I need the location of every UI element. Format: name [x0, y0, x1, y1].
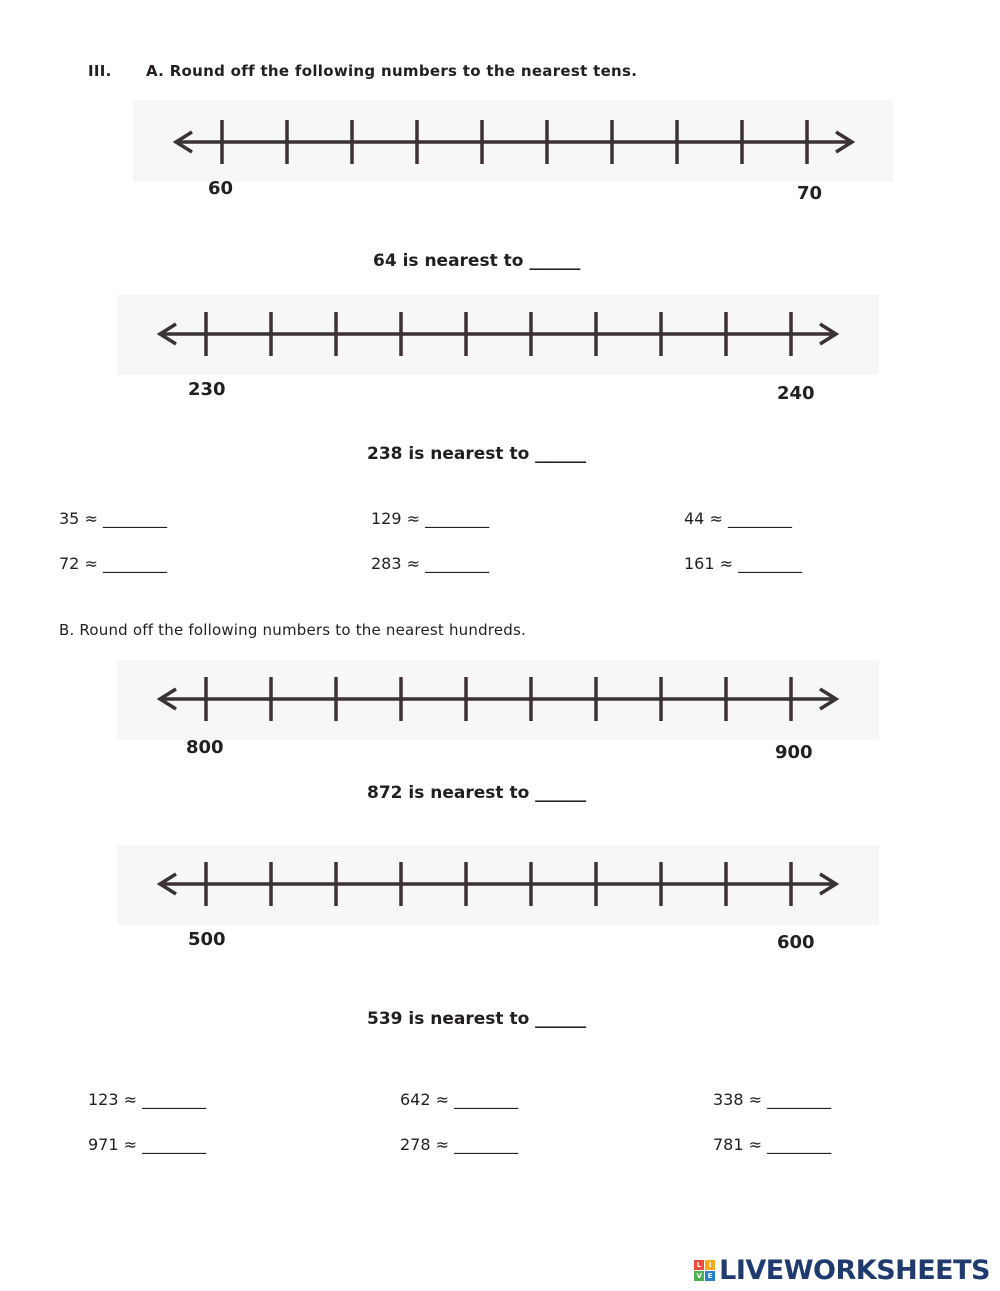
number-line-end-label: 240: [777, 383, 815, 404]
liveworksheets-brand[interactable]: [694, 1253, 990, 1287]
number-line-end-label: 900: [775, 742, 813, 763]
exercise-item: 278 ≈ ________: [400, 1135, 519, 1154]
number-line-start-label: 230: [188, 379, 226, 400]
exercise-item: 161 ≈ ________: [684, 554, 803, 573]
brand-name: LIVEWORKSHEETS: [719, 1254, 990, 1286]
number-line-start-label: 800: [186, 737, 224, 758]
exercise-item: 781 ≈ ________: [713, 1135, 832, 1154]
logo-letter: E: [705, 1271, 715, 1281]
logo-letter: V: [694, 1271, 704, 1281]
liveworksheets-logo-icon: [694, 1260, 715, 1281]
exercise-item: 123 ≈ ________: [88, 1090, 207, 1109]
number-line-start-label: 60: [208, 178, 234, 199]
exercise-item: 338 ≈ ________: [713, 1090, 832, 1109]
number-line-end-label: 600: [777, 932, 815, 953]
exercise-item: 72 ≈ ________: [59, 554, 167, 573]
exercise-item: 971 ≈ ________: [88, 1135, 207, 1154]
question-text: 539 is nearest to ______: [367, 1009, 587, 1029]
number-line-1: [176, 120, 852, 164]
question-text: 872 is nearest to ______: [367, 783, 587, 803]
exercise-item: 642 ≈ ________: [400, 1090, 519, 1109]
number-line-4: [160, 862, 836, 906]
section-a-number: III.: [88, 62, 112, 80]
logo-letter: I: [705, 1260, 715, 1270]
question-text: 238 is nearest to ______: [367, 444, 587, 464]
exercise-item: 44 ≈ ________: [684, 509, 792, 528]
exercise-item: 35 ≈ ________: [59, 509, 167, 528]
number-line-start-label: 500: [188, 929, 226, 950]
exercise-item: 283 ≈ ________: [371, 554, 490, 573]
number-line-end-label: 70: [797, 183, 823, 204]
logo-letter: L: [694, 1260, 704, 1270]
number-line-2: [160, 312, 836, 356]
section-b-title: B. Round off the following numbers to the nearest hundreds.: [59, 621, 526, 639]
section-a-title: A. Round off the following numbers to the nearest tens.: [146, 62, 638, 80]
exercise-item: 129 ≈ ________: [371, 509, 490, 528]
number-line-3: [160, 677, 836, 721]
question-text: 64 is nearest to ______: [373, 251, 581, 271]
